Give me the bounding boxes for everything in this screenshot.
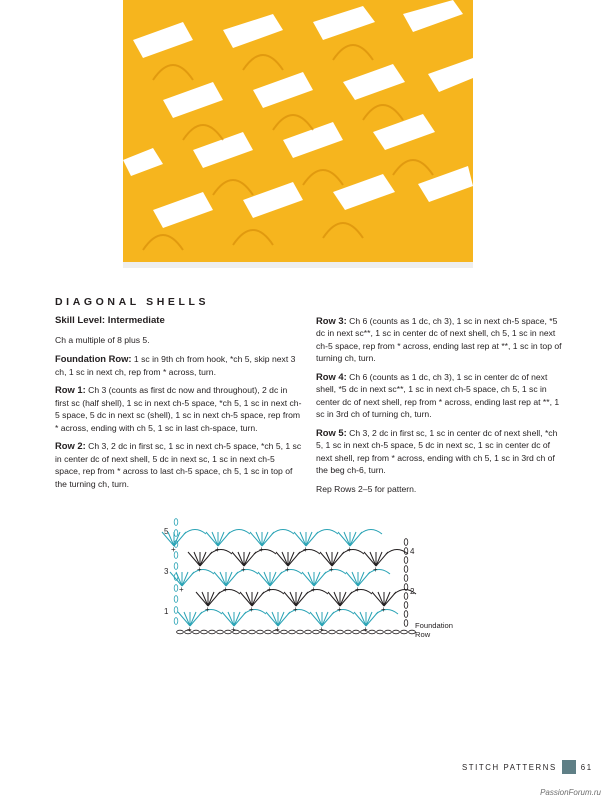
ch5-arc [306, 590, 328, 595]
row-label: Foundation Row: [55, 353, 132, 365]
row-5-instruction [316, 427, 563, 477]
ch5-arc [236, 570, 258, 575]
row-number-5: 5 [164, 527, 169, 536]
turning-chain [404, 566, 408, 573]
ch5-arc [262, 590, 284, 595]
chain-stitch [281, 630, 288, 634]
turning-chain [174, 552, 178, 559]
row-1-instruction [55, 384, 302, 434]
dc-stitch [354, 612, 366, 626]
ch5-arc [184, 530, 206, 535]
dc-stitch [384, 592, 390, 606]
dc-stitch [270, 572, 276, 586]
swatch-photo [123, 0, 473, 268]
sc-symbol: + [355, 585, 360, 594]
dc-stitch [346, 572, 358, 586]
dc-stitch [278, 612, 284, 626]
sc-symbol: + [285, 565, 290, 574]
row-label: Row 1: [55, 384, 86, 396]
sc-symbol: + [303, 545, 308, 554]
sc-symbol: + [293, 605, 298, 614]
sc-symbol: + [259, 545, 264, 554]
sc-symbol: + [179, 585, 184, 594]
dc-stitch [256, 532, 262, 546]
turning-chain [174, 596, 178, 603]
dc-stitch [364, 552, 376, 566]
ch5-arc [218, 590, 240, 595]
chain-stitch [209, 630, 216, 634]
row-text: 1 sc in 9th ch from hook, *ch 5, skip next 3 ch, 1 sc in next ch, rep from * across, turn. [55, 354, 296, 377]
dc-stitch [372, 592, 384, 606]
instructions-left-column [55, 315, 302, 496]
dc-stitch [264, 572, 270, 586]
dc-stitch [194, 552, 200, 566]
dc-stitch [308, 572, 314, 586]
chain-stitch [401, 630, 408, 634]
dc-stitch [306, 532, 312, 546]
turning-chain [174, 563, 178, 570]
dc-stitch [344, 532, 350, 546]
ch5-arc [316, 530, 338, 535]
sc-symbol: + [319, 625, 324, 634]
sc-symbol: + [381, 605, 386, 614]
sc-symbol: + [363, 625, 368, 634]
ch5-arc [332, 610, 354, 615]
foundation-label-row: Row [415, 630, 431, 639]
sc-symbol: + [275, 625, 280, 634]
dc-stitch [334, 592, 340, 606]
dc-stitch [314, 572, 320, 586]
foundation-row-instruction [55, 353, 302, 378]
dc-stitch [218, 532, 224, 546]
chain-stitch [353, 630, 360, 634]
sc-symbol: + [205, 605, 210, 614]
dc-stitch [200, 552, 206, 566]
turning-chain [404, 575, 408, 582]
section-name: STITCH PATTERNS [462, 762, 557, 772]
chain-stitch [201, 630, 208, 634]
dc-stitch [220, 572, 226, 586]
chain-stitch [249, 630, 256, 634]
sc-symbol: + [337, 605, 342, 614]
row-number-2: 2 [410, 587, 415, 596]
page-number: 61 [580, 762, 593, 772]
chain-stitch [241, 630, 248, 634]
dc-stitch [174, 532, 180, 546]
row-text: Ch 3, 2 dc in first sc, 1 sc in next ch-5 space, *ch 5, 1 sc in center dc of next shell, 5 dc in next sc, 1 sc in next ch-5 space, rep from * across to last ch-5 space, ch 5, 1 sc in top of the turning ch, turn. [55, 441, 302, 489]
chain-stitch [193, 630, 200, 634]
chain-stitch [329, 630, 336, 634]
pattern-title: DIAGONAL SHELLS [55, 296, 210, 308]
dc-stitch [320, 552, 332, 566]
ch5-arc [368, 570, 390, 575]
dc-stitch [358, 572, 364, 586]
turning-chain [404, 539, 408, 546]
watermark: PassionForum.ru [540, 788, 601, 797]
dc-stitch [272, 612, 278, 626]
dc-stitch [316, 612, 322, 626]
stitch-diagram-graphic [160, 508, 460, 643]
dc-stitch [288, 552, 294, 566]
dc-stitch [226, 572, 232, 586]
sc-symbol: + [223, 585, 228, 594]
ch5-arc [200, 610, 222, 615]
dc-stitch [282, 552, 288, 566]
dc-stitch [240, 592, 252, 606]
dc-stitch [238, 552, 244, 566]
dc-stitch [250, 532, 262, 546]
dc-stitch [276, 552, 288, 566]
repeat-note: Rep Rows 2–5 for pattern. [316, 484, 417, 495]
dc-stitch [296, 592, 302, 606]
sc-symbol: + [231, 625, 236, 634]
ch5-arc [342, 550, 364, 555]
dc-stitch [170, 572, 182, 586]
sc-symbol: + [171, 545, 176, 554]
turning-chain [404, 620, 408, 627]
dc-stitch [212, 532, 218, 546]
row-text: Ch 6 (counts as 1 dc, ch 3), 1 sc in next ch-5 space, *5 dc in next sc**, 1 sc in center dc of next shell, ch 5, 1 sc in next ch-5 space, rep from * across, ending last rep at **, 1 sc in top of turning ch, turn. [316, 316, 562, 364]
sc-symbol: + [267, 585, 272, 594]
dc-stitch [378, 592, 384, 606]
sc-symbol: + [329, 565, 334, 574]
row-3-instruction [316, 315, 563, 365]
ch5-arc [192, 570, 214, 575]
dc-stitch [284, 592, 296, 606]
turning-chain [404, 593, 408, 600]
row-label: Row 2: [55, 440, 86, 452]
dc-stitch [252, 592, 258, 606]
dc-stitch [184, 612, 190, 626]
ch5-arc [288, 610, 310, 615]
dc-stitch [168, 532, 174, 546]
dc-stitch [244, 552, 250, 566]
dc-stitch [310, 612, 322, 626]
dc-stitch [190, 612, 196, 626]
row-label: Row 4: [316, 371, 347, 383]
dc-stitch [322, 612, 328, 626]
chain-stitch [393, 630, 400, 634]
dc-stitch [258, 572, 270, 586]
chain-stitch [265, 630, 272, 634]
row-text: Ch 3 (counts as first dc now and throughout), 2 dc in first sc (half shell), 1 sc in next ch-5 space, *ch 5, 1 sc in next ch-5 space, 5 dc in next sc (shell), 1 sc in next ch-5 space, rep from * across, ending with ch 5, 1 sc in last ch-space, turn. [55, 385, 302, 433]
dc-stitch [328, 592, 340, 606]
sc-symbol: + [373, 565, 378, 574]
turning-chain [404, 557, 408, 564]
skill-level: Skill Level: Intermediate [55, 315, 165, 326]
dc-stitch [290, 592, 296, 606]
sc-symbol: + [249, 605, 254, 614]
dc-stitch [178, 612, 190, 626]
row-text: Ch 6 (counts as 1 dc, ch 3), 1 sc in center dc of next shell, *5 dc in next sc**, 1 sc in next ch-5 space, ch 5, 1 sc in center dc of next shell, rep from * across, ending last rep at **, 1 sc in 3rd ch of turning ch, turn. [316, 372, 560, 420]
sc-symbol: + [311, 585, 316, 594]
dc-stitch [352, 572, 358, 586]
dc-stitch [294, 532, 306, 546]
section-swatch-icon [562, 760, 576, 774]
ch5-arc [244, 610, 266, 615]
chain-stitch [385, 630, 392, 634]
turning-chain [174, 607, 178, 614]
dc-stitch [302, 572, 314, 586]
sc-symbol: + [241, 565, 246, 574]
ch5-arc [298, 550, 320, 555]
page-footer [462, 760, 593, 774]
sc-symbol: + [197, 565, 202, 574]
dc-stitch [206, 532, 218, 546]
ch5-arc [210, 550, 232, 555]
dc-stitch [340, 592, 346, 606]
swatch-photo-graphic [123, 0, 473, 268]
turning-chain [404, 611, 408, 618]
dc-stitch [300, 532, 306, 546]
dc-stitch [234, 612, 240, 626]
turning-chain [174, 585, 178, 592]
ch5-arc [360, 530, 382, 535]
dc-stitch [182, 572, 188, 586]
ch5-arc [350, 590, 372, 595]
turning-chain [404, 548, 408, 555]
chain-stitch [297, 630, 304, 634]
chain-multiple: Ch a multiple of 8 plus 5. [55, 335, 150, 346]
foundation-label: Foundation [415, 621, 453, 630]
turning-chain [174, 530, 178, 537]
dc-stitch [208, 592, 214, 606]
row-text: Ch 3, 2 dc in first sc, 1 sc in center dc of next shell, *ch 5, 1 sc in next ch-5 space, 5 dc in next sc, 1 sc in center dc of next shell, rep from * across, ending with ch 5, 1 sc in 3rd ch of the beg ch-6, turn. [316, 428, 558, 476]
chain-stitch [177, 630, 184, 634]
sc-symbol: + [215, 545, 220, 554]
row-label: Row 3: [316, 315, 347, 326]
chain-stitch [257, 630, 264, 634]
chain-stitch [345, 630, 352, 634]
chain-stitch [305, 630, 312, 634]
chain-stitch [369, 630, 376, 634]
dc-stitch [376, 552, 382, 566]
dc-stitch [360, 612, 366, 626]
chain-stitch [377, 630, 384, 634]
row-number-1: 1 [164, 607, 169, 616]
turning-chain [174, 519, 178, 526]
row-number-3: 3 [164, 567, 169, 576]
dc-stitch [228, 612, 234, 626]
dc-stitch [232, 552, 244, 566]
dc-stitch [326, 552, 332, 566]
ch5-arc [324, 570, 346, 575]
row-label: Row 5: [316, 427, 347, 439]
dc-stitch [214, 572, 226, 586]
dc-stitch [188, 552, 200, 566]
ch5-arc [228, 530, 250, 535]
dc-stitch [366, 612, 372, 626]
dc-stitch [196, 592, 208, 606]
dc-stitch [266, 612, 278, 626]
instructions-right-column [316, 315, 563, 502]
turning-chain [174, 618, 178, 625]
ch5-arc [376, 610, 398, 615]
ch5-arc [254, 550, 276, 555]
ch5-arc [272, 530, 294, 535]
ch5-arc [280, 570, 302, 575]
dc-stitch [338, 532, 350, 546]
turning-chain [404, 602, 408, 609]
chain-stitch [217, 630, 224, 634]
dc-stitch [262, 532, 268, 546]
dc-stitch [222, 612, 234, 626]
dc-stitch [202, 592, 208, 606]
dc-stitch [246, 592, 252, 606]
dc-stitch [370, 552, 376, 566]
dc-stitch [332, 552, 338, 566]
row-number-4: 4 [410, 547, 415, 556]
sc-symbol: + [347, 545, 352, 554]
sc-symbol: + [187, 625, 192, 634]
chain-stitch [337, 630, 344, 634]
chain-stitch [289, 630, 296, 634]
row-2-instruction [55, 440, 302, 490]
row-4-instruction [316, 371, 563, 421]
stitch-diagram [160, 508, 460, 643]
dc-stitch [350, 532, 356, 546]
